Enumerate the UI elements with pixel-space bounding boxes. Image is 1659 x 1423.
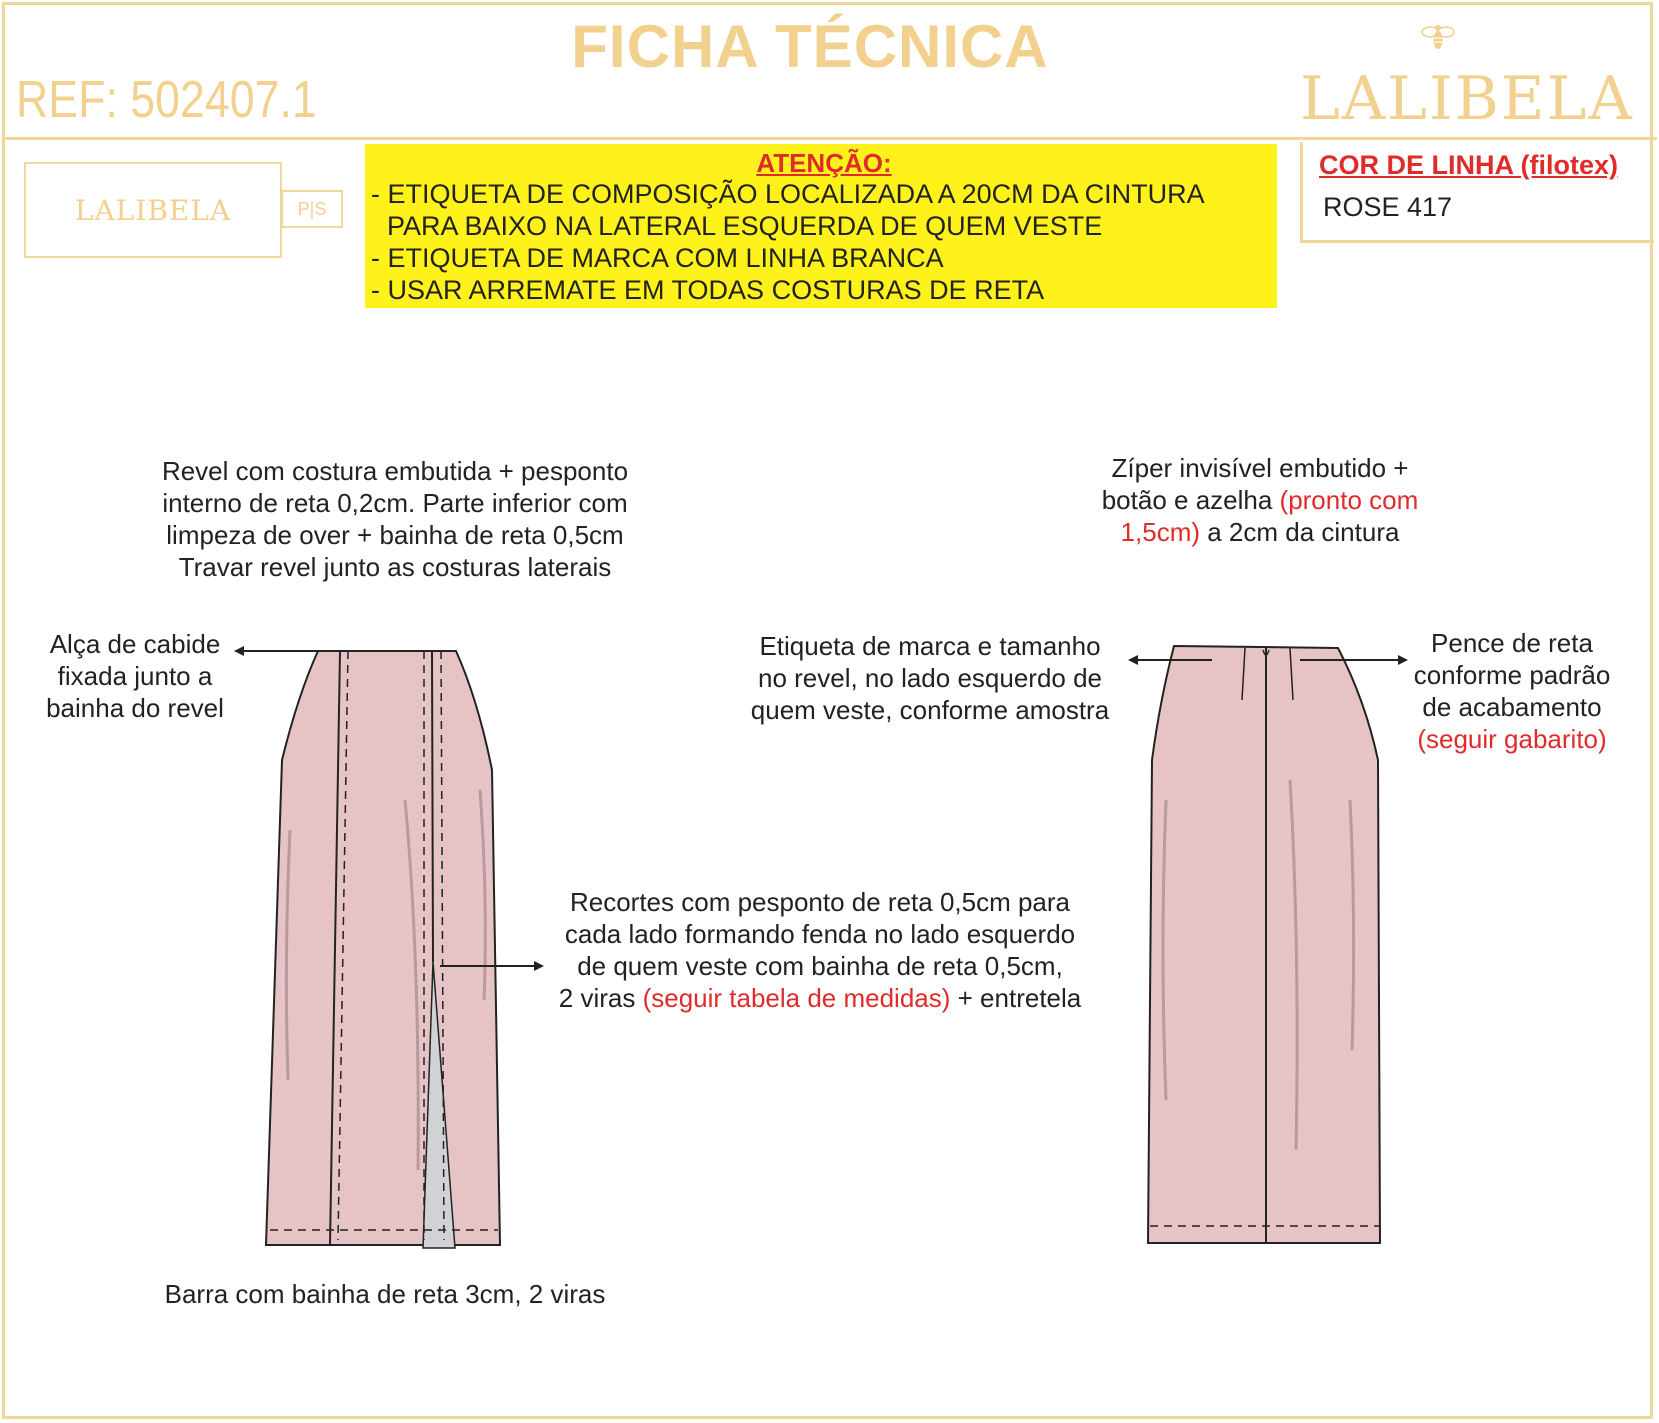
thread-color-value: ROSE 417 [1323,192,1453,222]
note-text: botão e azelha [1101,485,1280,515]
note-line: Travar revel junto as costuras laterais [178,552,612,582]
note-line: no revel, no lado esquerdo de [757,663,1103,693]
note-line: conforme padrão [1413,660,1611,690]
note-text: 2 viras [558,983,643,1013]
note-text: + entretela [950,983,1082,1013]
note-line: Revel com costura embutida + pesponto [161,456,629,486]
note-line: limpeza de over + bainha de reta 0,5cm [166,520,624,550]
note-line: Etiqueta de marca e tamanho [759,631,1101,661]
attention-line: PARA BAIXO NA LATERAL ESQUERDA DE QUEM VESTE [387,211,1103,241]
note-line: quem veste, conforme amostra [750,695,1110,725]
note-text: a 2cm da cintura [1200,517,1400,547]
note-line: de acabamento [1422,692,1602,722]
front-skirt-body [266,651,500,1245]
note-highlight: (pronto com [1279,485,1419,515]
note-line: cada lado formando fenda no lado esquerdo [564,919,1076,949]
note-revel [130,455,660,583]
brand-logo: LALIBELA [1300,64,1634,134]
page-title: FICHA TÉCNICA [571,13,1049,80]
note-highlight: 1,5cm) [1120,517,1201,547]
note-pence [1392,627,1632,755]
reference-code: REF: 502407.1 [16,71,317,129]
note-line: Pence de reta [1431,628,1593,658]
note-line: Recortes com pesponto de reta 0,5cm para [569,887,1071,917]
note-highlight: (seguir gabarito) [1417,724,1607,754]
attention-line: - USAR ARREMATE EM TODAS COSTURAS DE RETA [371,275,1045,305]
attention-line: - ETIQUETA DE COMPOSIÇÃO LOCALIZADA A 20CM DA CINTURA [371,179,1205,209]
note-line: fixada junto a [57,661,213,691]
note-recortes [520,886,1120,1014]
note-etiqueta [720,630,1140,726]
note-barra [120,1278,650,1310]
back-skirt-drawing [1130,646,1406,1243]
note-ziper [1060,452,1460,548]
note-line: interno de reta 0,2cm. Parte inferior com [162,488,628,518]
brand-label: LALIBELA [24,162,282,258]
attention-line: - ETIQUETA DE MARCA COM LINHA BRANCA [371,243,944,273]
thread-color-title: COR DE LINHA (filotex) [1319,150,1618,180]
attention-title: ATENÇÃO: [756,148,892,178]
note-line [1060,516,1460,548]
note-line: de quem veste com bainha de reta 0,5cm, [577,951,1063,981]
note-alca [30,628,240,724]
note-line: bainha do revel [46,693,224,723]
note-line: Barra com bainha de reta 3cm, 2 viras [164,1279,606,1309]
front-skirt-drawing [236,651,542,1248]
size-tag: P|S [281,190,343,228]
note-line: Alça de cabide [49,629,221,659]
note-highlight: (seguir tabela de medidas) [642,983,951,1013]
note-line [1060,484,1460,516]
note-line: Zíper invisível embutido + [1111,453,1409,483]
note-line [520,982,1120,1014]
back-skirt-body [1148,646,1380,1243]
